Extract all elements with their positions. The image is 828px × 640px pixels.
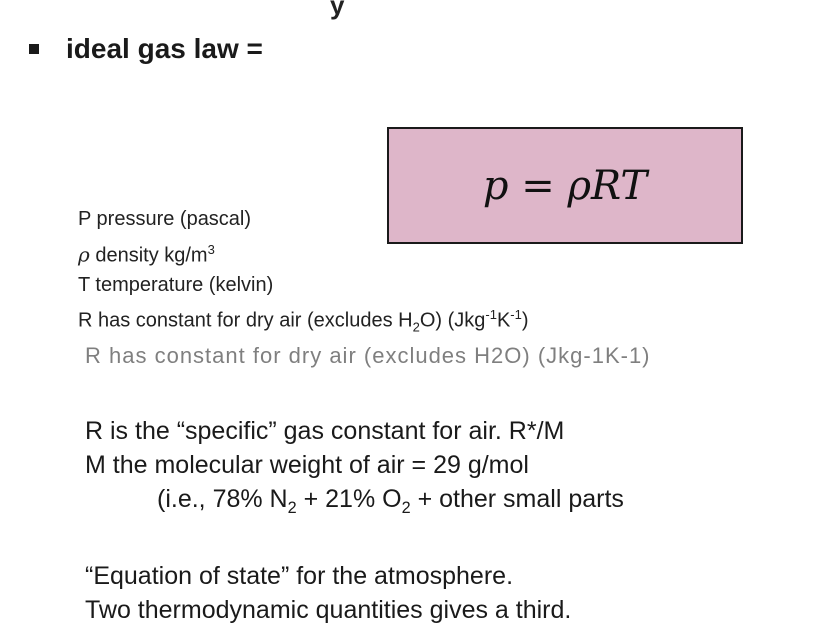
- kelvin-exponent: -1: [510, 307, 522, 323]
- molecular-weight-note: M the molecular weight of air = 29 g/mol: [85, 451, 529, 479]
- composition-o2: + 21% O: [296, 485, 402, 513]
- section-heading: ideal gas law =: [66, 33, 263, 64]
- air-composition-note: [85, 482, 624, 525]
- ghost-text: R has constant for dry air (excludes H2O) (Jkg-1K-1): [85, 343, 651, 368]
- temperature-definition: T temperature (kelvin): [78, 273, 274, 296]
- clipped-ghost-line: [85, 343, 735, 379]
- variable-definitions: [78, 205, 529, 342]
- spacer: [85, 525, 624, 559]
- n2-subscript: 2: [287, 499, 297, 517]
- gas-constant-definition: [78, 300, 529, 342]
- equation-of-state-note: “Equation of state” for the atmosphere.: [85, 562, 514, 590]
- notes-block: [85, 414, 624, 627]
- bullet-square-icon: [29, 44, 39, 54]
- ideal-gas-law-formula: p = ρRT: [482, 163, 648, 209]
- density-exponent: 3: [207, 241, 215, 257]
- h2o-subscript: 2: [412, 319, 420, 335]
- gas-constant-units: O) (Jkg: [419, 309, 486, 332]
- composition-other: + other small parts: [410, 485, 624, 513]
- specific-gas-constant-note: R is the “specific” gas constant for air. R*/M: [85, 417, 565, 445]
- kg-exponent: -1: [485, 307, 497, 323]
- density-definition: [78, 235, 529, 271]
- partial-text-fragment: y: [330, 0, 345, 20]
- rho-symbol: ρ: [78, 242, 90, 267]
- density-text: density kg/m: [95, 244, 208, 267]
- gas-constant-text: R has constant for dry air (excludes H: [78, 309, 413, 332]
- pressure-definition: P pressure (pascal): [78, 208, 252, 230]
- thermodynamic-quantities-note: Two thermodynamic quantities gives a third.: [85, 596, 572, 624]
- o2-subscript: 2: [401, 499, 411, 517]
- closing-paren: ): [521, 309, 529, 332]
- kelvin-unit: K: [496, 309, 511, 332]
- composition-n2: (i.e., 78% N: [157, 485, 288, 513]
